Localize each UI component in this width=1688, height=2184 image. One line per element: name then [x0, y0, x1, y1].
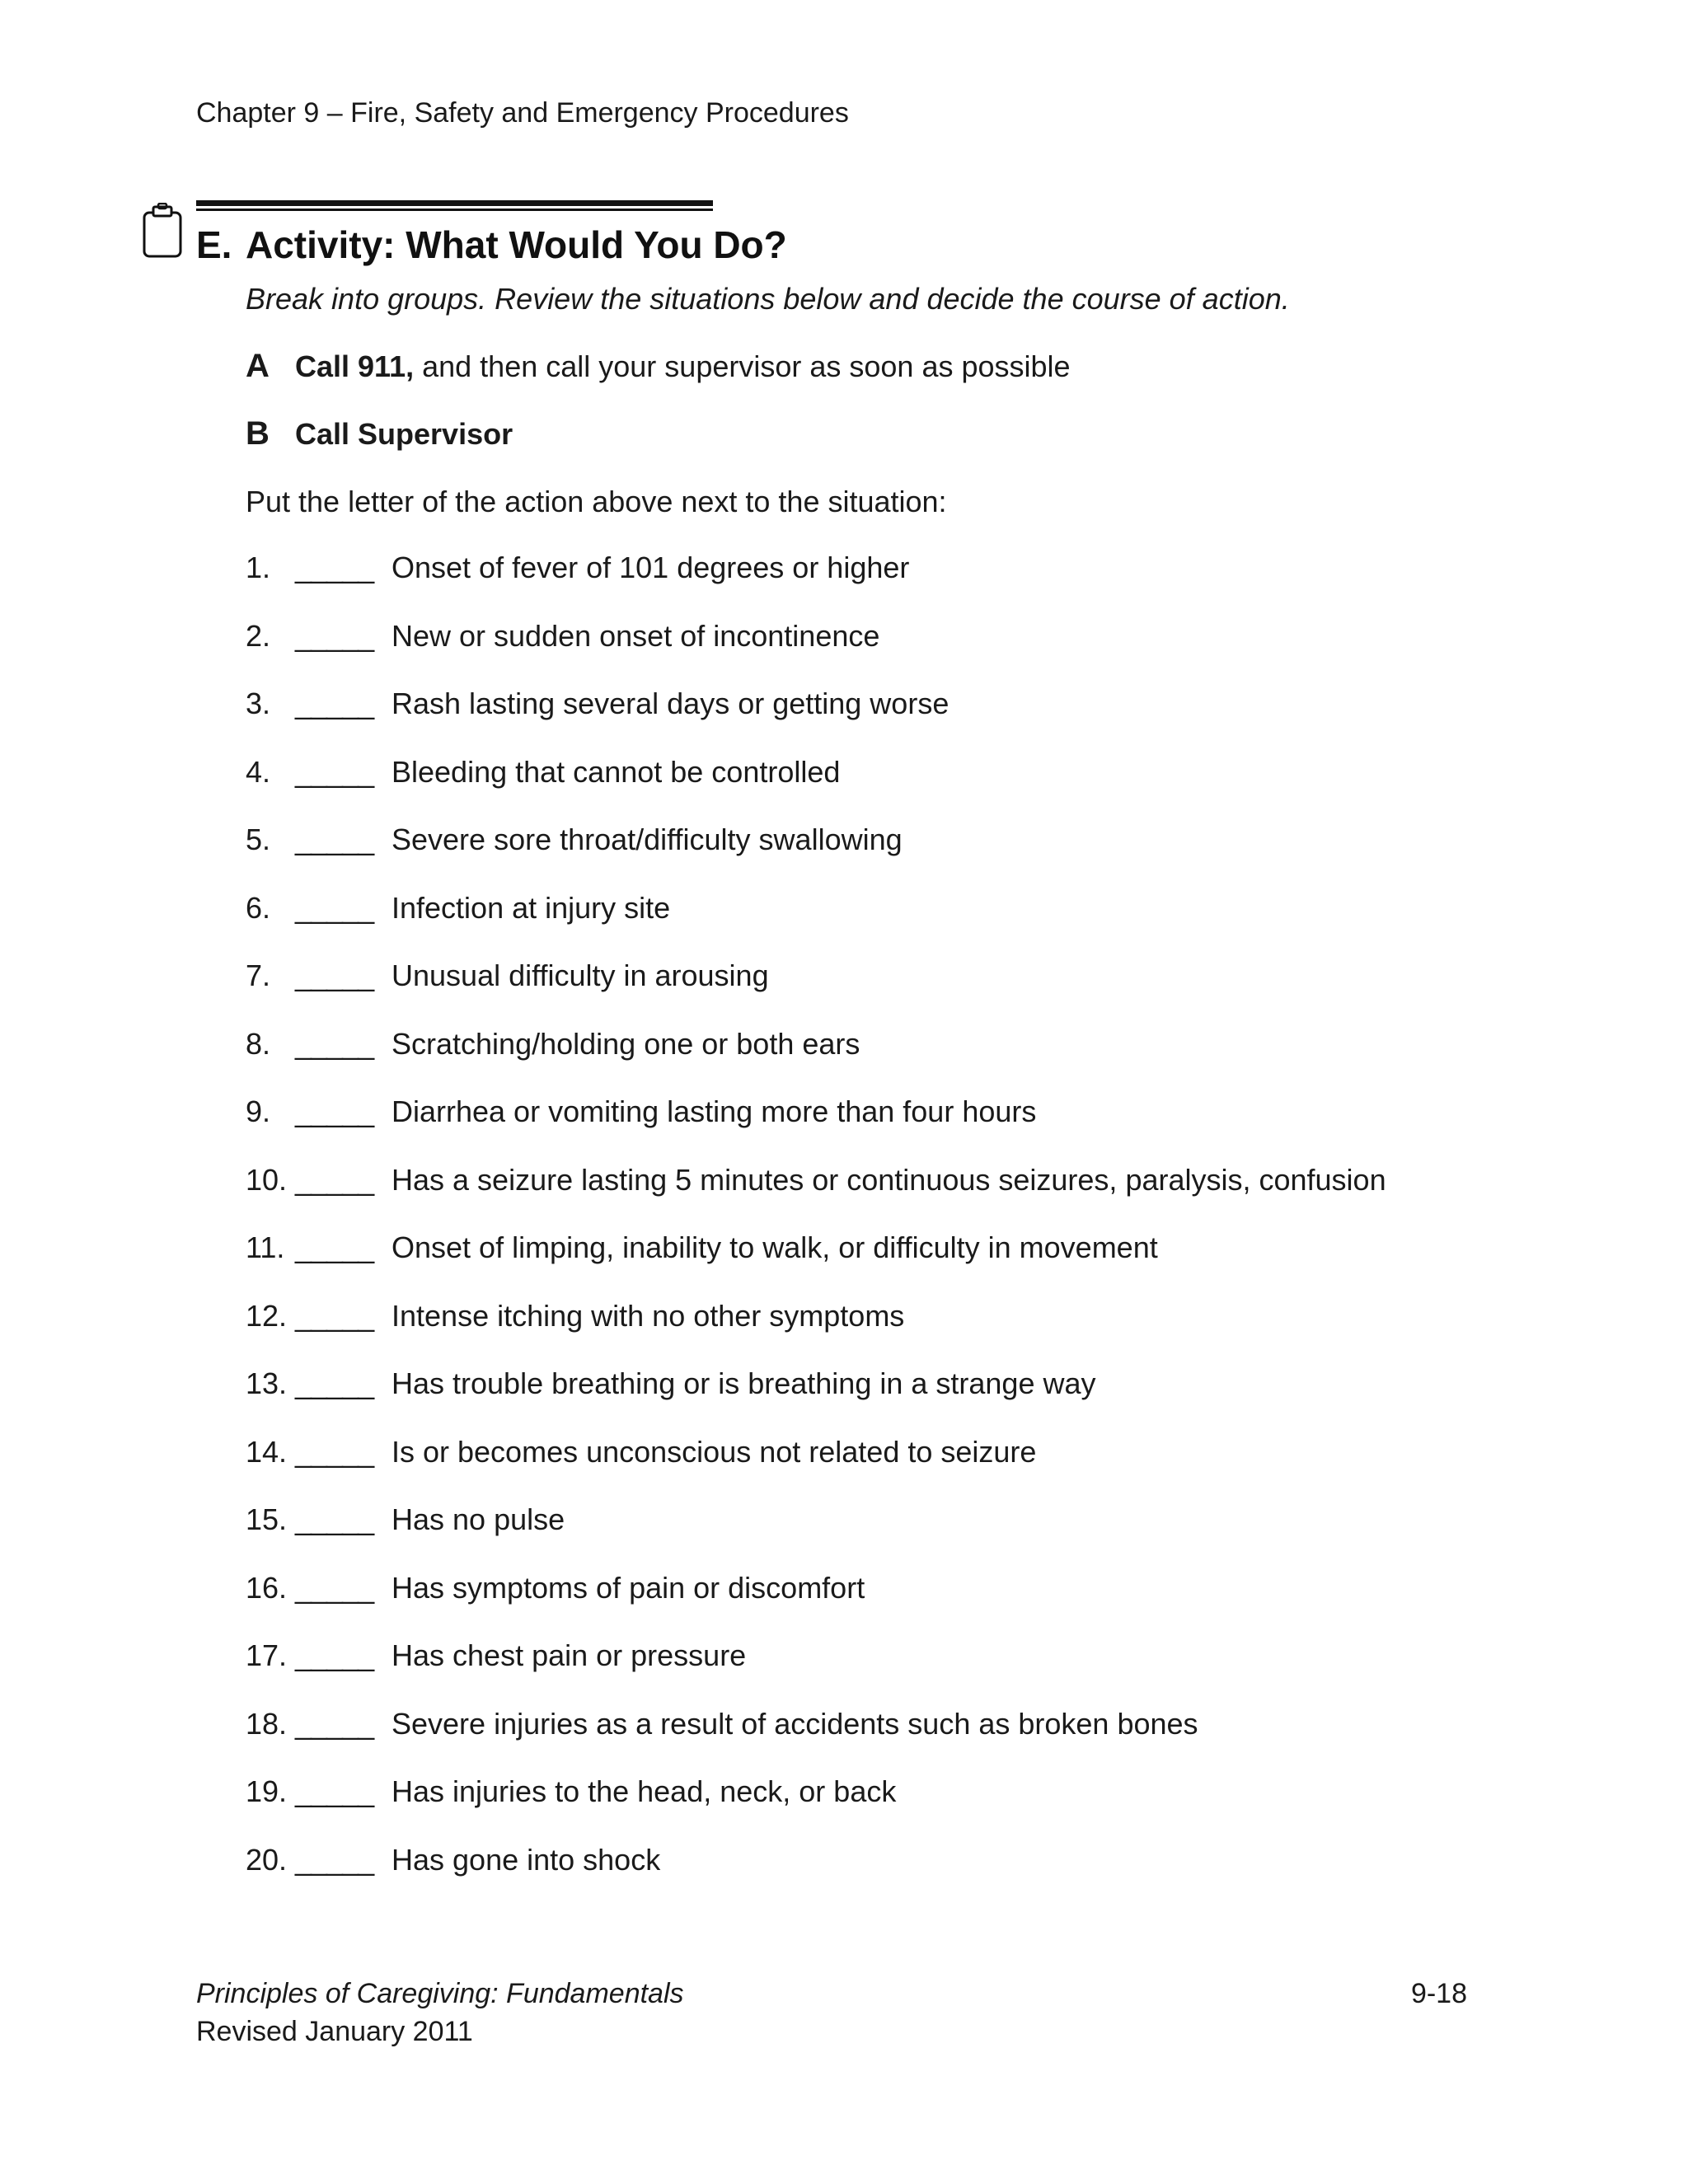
option-letter: B — [246, 415, 270, 452]
item-text: Has chest pain or pressure — [392, 1638, 747, 1672]
item-text: Has a seizure lasting 5 minutes or continuous seizures, paralysis, confusion — [392, 1162, 1386, 1197]
item-number: 7. — [246, 958, 271, 992]
option-letter: A — [246, 348, 270, 384]
item-text: Rash lasting several days or getting worse — [392, 687, 950, 720]
item-number: 4. — [246, 754, 271, 789]
item-number: 3. — [246, 687, 271, 720]
section-letter: E. — [196, 223, 232, 266]
answer-blank[interactable]: _____ — [295, 754, 374, 789]
item-number: 19. — [246, 1774, 288, 1808]
item-number: 18. — [246, 1706, 288, 1741]
answer-blank[interactable]: _____ — [295, 890, 374, 925]
item-number: 11. — [246, 1230, 285, 1264]
clipboard-icon — [142, 203, 183, 259]
item-text: Onset of limping, inability to walk, or difficulty in movement — [392, 1230, 1158, 1264]
section-rule-thick — [196, 200, 713, 206]
running-header: Chapter 9 – Fire, Safety and Emergency Procedures — [196, 97, 849, 129]
answer-blank[interactable]: _____ — [295, 1162, 374, 1197]
answer-blank[interactable]: _____ — [295, 1842, 374, 1877]
footer-revised-date: Revised January 2011 — [196, 2016, 473, 2047]
item-text: Onset of fever of 101 degrees or higher — [392, 551, 910, 584]
option-a — [246, 348, 1071, 385]
answer-blank[interactable]: _____ — [295, 1230, 374, 1264]
item-number: 17. — [246, 1638, 288, 1672]
item-text: New or sudden onset of incontinence — [392, 618, 880, 653]
item-number: 5. — [246, 823, 271, 856]
answer-blank[interactable]: _____ — [295, 1366, 374, 1400]
answer-blank[interactable]: _____ — [295, 1706, 374, 1741]
item-text: Bleeding that cannot be controlled — [392, 754, 841, 789]
item-number: 1. — [246, 551, 271, 584]
item-text: Infection at injury site — [392, 890, 671, 925]
option-text: and then call your supervisor as soon as possible — [414, 349, 1071, 383]
answer-blank[interactable]: _____ — [295, 1774, 374, 1808]
answer-blank[interactable]: _____ — [295, 1434, 374, 1469]
item-number: 6. — [246, 890, 271, 925]
item-number: 2. — [246, 618, 271, 653]
answer-blank[interactable]: _____ — [295, 1570, 374, 1605]
footer-book-title: Principles of Caregiving: Fundamentals — [196, 1978, 684, 2009]
item-number: 12. — [246, 1298, 288, 1333]
item-text: Severe sore throat/difficulty swallowing — [392, 823, 903, 856]
section-title-text: Activity: What Would You Do? — [246, 223, 787, 266]
option-label: Call 911, — [295, 349, 415, 383]
item-text: Has symptoms of pain or discomfort — [392, 1570, 865, 1605]
item-number: 9. — [246, 1094, 271, 1128]
section-rule-thin — [196, 209, 713, 211]
answer-blank[interactable]: _____ — [295, 1094, 374, 1128]
item-text: Diarrhea or vomiting lasting more than four hours — [392, 1094, 1037, 1128]
item-number: 13. — [246, 1366, 288, 1400]
item-text: Has gone into shock — [392, 1842, 661, 1877]
item-text: Unusual difficulty in arousing — [392, 958, 769, 992]
page-number: 9-18 — [1410, 1978, 1467, 2009]
answer-blank[interactable]: _____ — [295, 1298, 374, 1333]
matching-prompt: Put the letter of the action above next to the situation: — [246, 485, 947, 518]
answer-blank[interactable]: _____ — [295, 1502, 374, 1536]
item-text: Has trouble breathing or is breathing in a strange way — [392, 1366, 1096, 1400]
section-title — [196, 223, 787, 267]
item-number: 15. — [246, 1502, 288, 1536]
answer-blank[interactable]: _____ — [295, 551, 374, 584]
answer-blank[interactable]: _____ — [295, 1638, 374, 1672]
item-number: 14. — [246, 1434, 288, 1469]
item-text: Scratching/holding one or both ears — [392, 1026, 860, 1061]
answer-blank[interactable]: _____ — [295, 618, 374, 653]
item-number: 16. — [246, 1570, 288, 1605]
item-number: 20. — [246, 1842, 288, 1877]
item-text: Has no pulse — [392, 1502, 565, 1536]
item-number: 8. — [246, 1026, 271, 1061]
item-text: Severe injuries as a result of accidents such as broken bones — [392, 1706, 1198, 1741]
answer-blank[interactable]: _____ — [295, 687, 374, 720]
item-number: 10. — [246, 1162, 288, 1197]
answer-blank[interactable]: _____ — [295, 958, 374, 992]
item-text: Is or becomes unconscious not related to seizure — [392, 1434, 1037, 1469]
option-b — [246, 415, 513, 452]
activity-instructions: Break into groups. Review the situations below and decide the course of action. — [246, 282, 1290, 316]
answer-blank[interactable]: _____ — [295, 823, 374, 856]
item-text: Intense itching with no other symptoms — [392, 1298, 905, 1333]
option-label: Call Supervisor — [295, 417, 513, 451]
answer-blank[interactable]: _____ — [295, 1026, 374, 1061]
item-text: Has injuries to the head, neck, or back — [392, 1774, 897, 1808]
